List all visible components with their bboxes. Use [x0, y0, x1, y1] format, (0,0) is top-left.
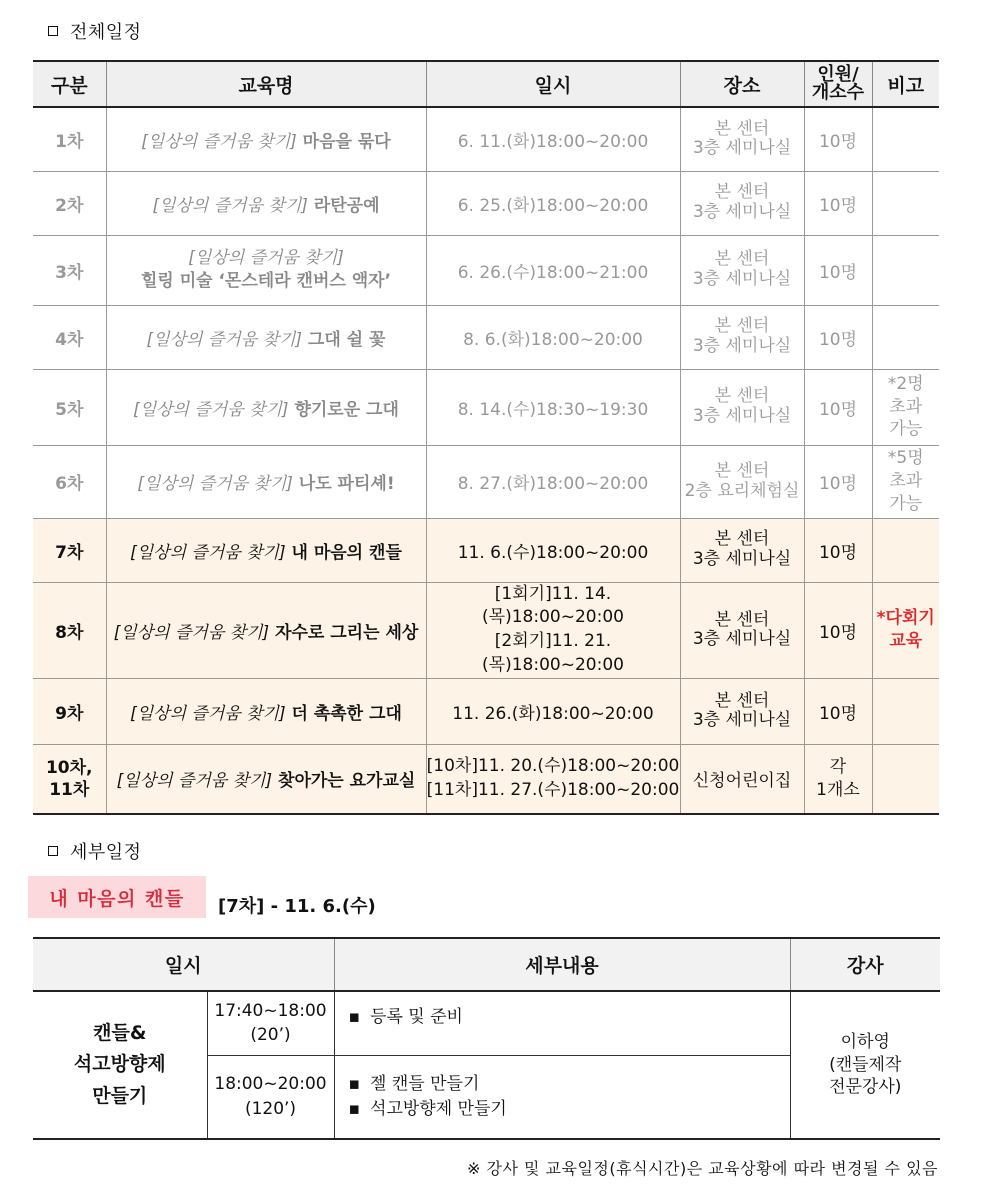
note-cell [872, 305, 939, 369]
section-title-overall [48, 18, 142, 44]
title-cell: [일상의 즐거움 찾기] 마음을 묶다 [106, 107, 426, 171]
table-row [33, 445, 939, 518]
capacity-cell: 10명 [804, 445, 872, 518]
table-row [33, 991, 940, 1055]
session-cell: 6차 [33, 445, 106, 518]
table-header-row [33, 61, 939, 107]
capacity-cell: 10명 [804, 107, 872, 171]
place-cell: 본 센터 3층 세미나실 [680, 518, 804, 582]
list-item: ▪ 젤 캔들 만들기 [349, 1072, 790, 1097]
note-cell: *5명 초과 가능 [872, 445, 939, 518]
table-header-row [33, 938, 940, 991]
session-cell: 5차 [33, 369, 106, 445]
header-title: 교육명 [106, 61, 426, 107]
list-item: ▪ 등록 및 준비 [349, 1002, 790, 1027]
title-cell: [일상의 즐거움 찾기] 그대 쉴 꽃 [106, 305, 426, 369]
capacity-cell: 10명 [804, 678, 872, 744]
session-cell: 1차 [33, 107, 106, 171]
place-cell: 본 센터 3층 세미나실 [680, 678, 804, 744]
table-row [33, 107, 939, 171]
note-cell [872, 518, 939, 582]
note-cell [872, 171, 939, 235]
datetime-cell: 11. 6.(수)18:00~20:00 [426, 518, 680, 582]
capacity-cell: 10명 [804, 171, 872, 235]
place-cell: 본 센터 3층 세미나실 [680, 369, 804, 445]
session-cell: 8차 [33, 582, 106, 678]
title-cell: [일상의 즐거움 찾기] 라탄공예 [106, 171, 426, 235]
capacity-cell: 10명 [804, 518, 872, 582]
program-badge: 내 마음의 캔들 [28, 876, 206, 918]
capacity-cell: 10명 [804, 235, 872, 305]
note-cell: *2명 초과 가능 [872, 369, 939, 445]
header-content: 세부내용 [334, 938, 790, 991]
table-row [33, 744, 939, 814]
header-session: 구분 [33, 61, 106, 107]
datetime-cell: 6. 11.(화)18:00~20:00 [426, 107, 680, 171]
place-cell: 신청어린이집 [680, 744, 804, 814]
session-cell: 3차 [33, 235, 106, 305]
header-instructor: 강사 [790, 938, 940, 991]
datetime-cell: 8. 14.(수)18:30~19:30 [426, 369, 680, 445]
header-capacity: 인원/ 개소수 [804, 61, 872, 107]
checkbox-square-icon [48, 26, 58, 36]
title-cell: [일상의 즐거움 찾기] 더 촉촉한 그대 [106, 678, 426, 744]
header-datetime: 일시 [426, 61, 680, 107]
header-datetime: 일시 [33, 938, 334, 991]
note-cell: *다회기 교육 [872, 582, 939, 678]
datetime-cell: 6. 26.(수)18:00~21:00 [426, 235, 680, 305]
instructor-cell: 이하영 (캔들제작 전문강사) [790, 991, 940, 1139]
datetime-cell: 8. 27.(화)18:00~20:00 [426, 445, 680, 518]
table-row [33, 171, 939, 235]
datetime-cell: [1회기]11. 14.(목)18:00~20:00 [2회기]11. 21.(목)18:00~20:00 [426, 582, 680, 678]
place-cell: 본 센터 3층 세미나실 [680, 305, 804, 369]
footnote: ※ 강사 및 교육일정(휴식시간)은 교육상황에 따라 변경될 수 있음 [467, 1159, 938, 1178]
table-row [33, 678, 939, 744]
session-cell: 9차 [33, 678, 106, 744]
title-cell: [일상의 즐거움 찾기] 찾아가는 요가교실 [106, 744, 426, 814]
list-item: ▪ 석고방향제 만들기 [349, 1097, 790, 1122]
datetime-cell: 11. 26.(화)18:00~20:00 [426, 678, 680, 744]
overall-schedule-table [33, 60, 939, 815]
header-place: 장소 [680, 61, 804, 107]
session-cell: 7차 [33, 518, 106, 582]
table-row [33, 235, 939, 305]
datetime-cell: 6. 25.(화)18:00~20:00 [426, 171, 680, 235]
table-row [33, 369, 939, 445]
table-row [33, 305, 939, 369]
session-cell: 10차, 11차 [33, 744, 106, 814]
section-title-overall-text: 전체일정 [70, 22, 142, 43]
time-cell: 17:40~18:00 (20’) [207, 991, 334, 1055]
place-cell: 본 센터 3층 세미나실 [680, 582, 804, 678]
content-cell [334, 1055, 790, 1139]
program-date: [7차] - 11. 6.(수) [218, 896, 376, 917]
session-cell: 2차 [33, 171, 106, 235]
session-cell: 4차 [33, 305, 106, 369]
time-cell: 18:00~20:00 (120’) [207, 1055, 334, 1139]
capacity-cell: 10명 [804, 369, 872, 445]
datetime-cell: [10차]11. 20.(수)18:00~20:00 [11차]11. 27.(수)18:00~20:00 [426, 744, 680, 814]
section-title-detail [48, 838, 142, 864]
table-row [33, 518, 939, 582]
place-cell: 본 센터 3층 세미나실 [680, 107, 804, 171]
capacity-cell: 각 1개소 [804, 744, 872, 814]
capacity-cell: 10명 [804, 582, 872, 678]
place-cell: 본 센터 3층 세미나실 [680, 235, 804, 305]
place-cell: 본 센터 2층 요리체험실 [680, 445, 804, 518]
title-cell: [일상의 즐거움 찾기] 나도 파티셰! [106, 445, 426, 518]
title-cell: [일상의 즐거움 찾기] 자수로 그리는 세상 [106, 582, 426, 678]
title-cell: [일상의 즐거움 찾기] 향기로운 그대 [106, 369, 426, 445]
capacity-cell: 10명 [804, 305, 872, 369]
note-cell [872, 107, 939, 171]
note-cell [872, 744, 939, 814]
section-title-detail-text: 세부일정 [70, 842, 142, 863]
detail-schedule-table [33, 937, 940, 1140]
header-note: 비고 [872, 61, 939, 107]
content-cell [334, 991, 790, 1055]
program-name-cell: 캔들& 석고방향제 만들기 [33, 991, 207, 1139]
checkbox-square-icon [48, 846, 58, 856]
datetime-cell: 8. 6.(화)18:00~20:00 [426, 305, 680, 369]
title-cell: [일상의 즐거움 찾기] 힐링 미술 ‘몬스테라 캔버스 액자’ [106, 235, 426, 305]
note-cell [872, 235, 939, 305]
table-row [33, 582, 939, 678]
title-cell: [일상의 즐거움 찾기] 내 마음의 캔들 [106, 518, 426, 582]
place-cell: 본 센터 3층 세미나실 [680, 171, 804, 235]
note-cell [872, 678, 939, 744]
